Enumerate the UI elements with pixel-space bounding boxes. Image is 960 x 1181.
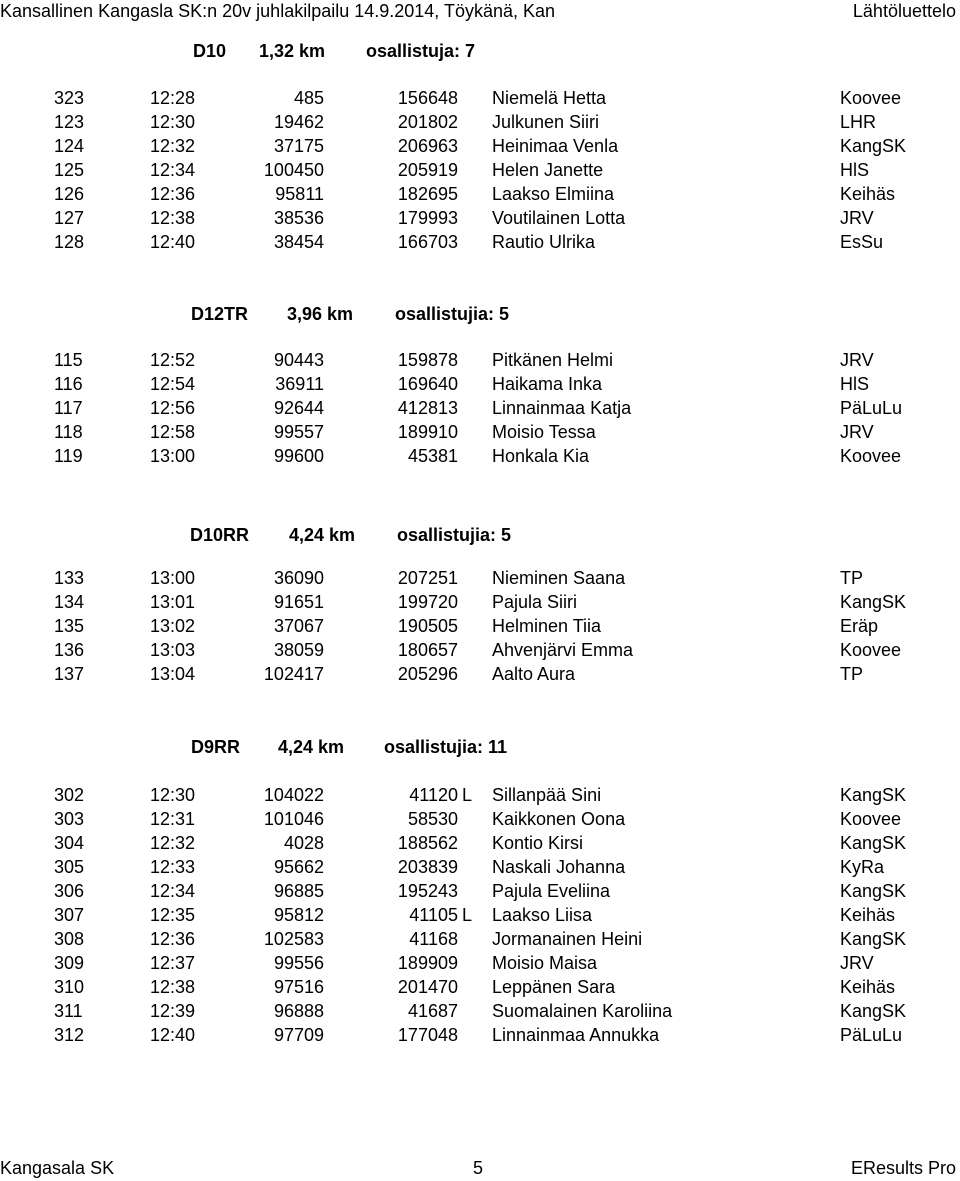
bib-number: 308 bbox=[54, 929, 85, 949]
club-name: KangSK bbox=[840, 1001, 907, 1021]
license-number: 205919 bbox=[397, 160, 458, 180]
license-number: 182695 bbox=[397, 184, 458, 204]
emit-card-number: 4028 bbox=[283, 833, 324, 853]
license-number: 201802 bbox=[397, 112, 458, 132]
start-time: 12:38 bbox=[150, 977, 196, 997]
bib-number: 128 bbox=[54, 232, 85, 252]
license-number: 169640 bbox=[397, 374, 458, 394]
license-number: 179993 bbox=[397, 208, 458, 228]
table-row bbox=[0, 182, 960, 206]
table-row bbox=[0, 807, 960, 831]
bib-number: 124 bbox=[54, 136, 85, 156]
license-number: 41168 bbox=[409, 929, 458, 949]
emit-card-number: 36090 bbox=[273, 568, 324, 588]
license-number: 45381 bbox=[407, 446, 458, 466]
competitor-name: Aalto Aura bbox=[492, 664, 576, 684]
license-number: 188562 bbox=[397, 833, 458, 853]
table-row bbox=[0, 614, 960, 638]
club-name: KyRa bbox=[840, 857, 885, 877]
competitor-name: Julkunen Siiri bbox=[492, 112, 600, 132]
page-header-doc-type: Lähtöluettelo bbox=[852, 1, 956, 21]
emit-card-number: 38059 bbox=[273, 640, 324, 660]
competitor-name: Voutilainen Lotta bbox=[492, 208, 626, 228]
bib-number: 137 bbox=[54, 664, 85, 684]
emit-card-number: 95811 bbox=[275, 184, 324, 204]
class-name: D10 bbox=[193, 41, 227, 61]
license-number: 58530 bbox=[407, 809, 458, 829]
competitor-name: Moisio Tessa bbox=[492, 422, 596, 442]
start-time: 13:02 bbox=[150, 616, 196, 636]
start-time: 12:36 bbox=[150, 929, 196, 949]
license-number: 195243 bbox=[397, 881, 458, 901]
table-row bbox=[0, 396, 960, 420]
emit-card-number: 91651 bbox=[273, 592, 324, 612]
emit-card-number: 38536 bbox=[273, 208, 324, 228]
bib-number: 306 bbox=[54, 881, 85, 901]
course-distance: 3,96 km bbox=[287, 304, 354, 324]
participant-count: osallistujia: 5 bbox=[395, 304, 510, 324]
competitor-name: Pajula Siiri bbox=[492, 592, 578, 612]
club-name: KangSK bbox=[840, 929, 907, 949]
club-name: Koovee bbox=[840, 88, 902, 108]
table-row bbox=[0, 831, 960, 855]
start-time: 12:34 bbox=[150, 881, 196, 901]
bib-number: 123 bbox=[54, 112, 85, 132]
start-time: 12:40 bbox=[150, 232, 196, 252]
emit-card-number: 19462 bbox=[273, 112, 324, 132]
club-name: JRV bbox=[840, 953, 874, 973]
license-number: 206963 bbox=[397, 136, 458, 156]
bib-number: 127 bbox=[54, 208, 85, 228]
start-time: 12:37 bbox=[150, 953, 196, 973]
club-name: KangSK bbox=[840, 881, 907, 901]
competitor-name: Pitkänen Helmi bbox=[492, 350, 614, 370]
table-row bbox=[0, 879, 960, 903]
bib-number: 133 bbox=[54, 568, 85, 588]
table-row bbox=[0, 783, 960, 807]
start-time: 12:30 bbox=[150, 785, 196, 805]
table-row bbox=[0, 638, 960, 662]
competitor-name: Rautio Ulrika bbox=[492, 232, 596, 252]
start-time: 12:39 bbox=[150, 1001, 196, 1021]
table-row bbox=[0, 134, 960, 158]
course-distance: 4,24 km bbox=[278, 737, 345, 757]
table-row bbox=[0, 372, 960, 396]
table-row bbox=[0, 951, 960, 975]
start-time: 13:03 bbox=[150, 640, 196, 660]
table-row bbox=[0, 662, 960, 686]
bib-number: 323 bbox=[54, 88, 85, 108]
start-time: 12:33 bbox=[150, 857, 196, 877]
participant-count: osallistujia: 5 bbox=[397, 525, 512, 545]
start-time: 13:04 bbox=[150, 664, 196, 684]
club-name: JRV bbox=[840, 422, 874, 442]
club-name: KangSK bbox=[840, 833, 907, 853]
emit-card-number: 99556 bbox=[273, 953, 324, 973]
competitor-name: Linnainmaa Katja bbox=[492, 398, 632, 418]
table-row bbox=[0, 420, 960, 444]
competitor-name: Naskali Johanna bbox=[492, 857, 626, 877]
start-time: 12:40 bbox=[150, 1025, 196, 1045]
license-number: 205296 bbox=[397, 664, 458, 684]
bib-number: 134 bbox=[54, 592, 85, 612]
club-name: Koovee bbox=[840, 640, 902, 660]
start-time: 12:32 bbox=[150, 833, 196, 853]
start-time: 12:54 bbox=[150, 374, 196, 394]
competitor-name: Nieminen Saana bbox=[492, 568, 626, 588]
bib-number: 135 bbox=[54, 616, 85, 636]
bib-number: 119 bbox=[54, 446, 83, 466]
bib-number: 310 bbox=[54, 977, 85, 997]
competitor-name: Moisio Maisa bbox=[492, 953, 598, 973]
start-time: 12:30 bbox=[150, 112, 196, 132]
competitor-name: Niemelä Hetta bbox=[492, 88, 607, 108]
club-name: TP bbox=[840, 568, 864, 588]
club-name: PäLuLu bbox=[840, 398, 903, 418]
bib-number: 115 bbox=[54, 350, 83, 370]
emit-card-number: 99557 bbox=[273, 422, 324, 442]
license-number: 41105 bbox=[409, 905, 458, 925]
start-time: 12:52 bbox=[150, 350, 196, 370]
emit-card-number: 102417 bbox=[263, 664, 324, 684]
club-name: PäLuLu bbox=[840, 1025, 903, 1045]
club-name: JRV bbox=[840, 208, 874, 228]
club-name: KangSK bbox=[840, 592, 907, 612]
bib-number: 305 bbox=[54, 857, 85, 877]
club-name: Eräp bbox=[840, 616, 879, 636]
club-name: EsSu bbox=[840, 232, 884, 252]
table-row bbox=[0, 230, 960, 254]
competitor-name: Ahvenjärvi Emma bbox=[492, 640, 634, 660]
participant-count: osallistuja: 7 bbox=[366, 41, 476, 61]
start-time: 13:01 bbox=[150, 592, 196, 612]
bib-number: 307 bbox=[54, 905, 85, 925]
license-number: 189910 bbox=[397, 422, 458, 442]
emit-card-number: 92644 bbox=[273, 398, 324, 418]
emit-card-number: 38454 bbox=[273, 232, 324, 252]
table-row bbox=[0, 566, 960, 590]
club-name: TP bbox=[840, 664, 864, 684]
club-name: HlS bbox=[840, 374, 870, 394]
competitor-name: Helen Janette bbox=[492, 160, 604, 180]
competitor-name: Suomalainen Karoliina bbox=[492, 1001, 673, 1021]
table-row bbox=[0, 975, 960, 999]
emit-card-number: 95812 bbox=[273, 905, 324, 925]
license-number: 190505 bbox=[397, 616, 458, 636]
license-number: 177048 bbox=[397, 1025, 458, 1045]
emit-card-number: 104022 bbox=[263, 785, 324, 805]
license-number: 412813 bbox=[397, 398, 458, 418]
start-time: 12:34 bbox=[150, 160, 196, 180]
bib-number: 309 bbox=[54, 953, 85, 973]
competitor-name: Laakso Elmiina bbox=[492, 184, 615, 204]
start-time: 12:32 bbox=[150, 136, 196, 156]
start-time: 12:28 bbox=[150, 88, 196, 108]
class-name: D9RR bbox=[191, 737, 241, 757]
competitor-name: Jormanainen Heini bbox=[492, 929, 643, 949]
start-time: 12:38 bbox=[150, 208, 196, 228]
table-row bbox=[0, 348, 960, 372]
competitor-name: Laakso Liisa bbox=[492, 905, 593, 925]
emit-card-number: 96885 bbox=[273, 881, 324, 901]
license-number: 180657 bbox=[397, 640, 458, 660]
club-name: HlS bbox=[840, 160, 870, 180]
footer-software: EResults Pro bbox=[850, 1158, 956, 1178]
competitor-name: Kontio Kirsi bbox=[492, 833, 584, 853]
start-time: 12:31 bbox=[150, 809, 196, 829]
competitor-name: Kaikkonen Oona bbox=[492, 809, 626, 829]
competitor-name: Heinimaa Venla bbox=[492, 136, 619, 156]
start-time: 12:58 bbox=[150, 422, 196, 442]
bib-number: 303 bbox=[54, 809, 85, 829]
bib-number: 304 bbox=[54, 833, 85, 853]
competitor-name: Sillanpää Sini bbox=[492, 785, 602, 805]
table-row bbox=[0, 110, 960, 134]
table-row bbox=[0, 1023, 960, 1047]
license-number: 159878 bbox=[397, 350, 458, 370]
rental-card-flag: L bbox=[462, 785, 473, 805]
bib-number: 125 bbox=[54, 160, 85, 180]
emit-card-number: 101046 bbox=[263, 809, 324, 829]
license-number: 156648 bbox=[397, 88, 458, 108]
club-name: Koovee bbox=[840, 809, 902, 829]
bib-number: 117 bbox=[54, 398, 83, 418]
license-number: 201470 bbox=[397, 977, 458, 997]
page-number: 5 bbox=[473, 1158, 484, 1178]
bib-number: 118 bbox=[54, 422, 83, 442]
license-number: 189909 bbox=[397, 953, 458, 973]
bib-number: 312 bbox=[54, 1025, 85, 1045]
table-row bbox=[0, 999, 960, 1023]
emit-card-number: 485 bbox=[293, 88, 324, 108]
club-name: KangSK bbox=[840, 785, 907, 805]
emit-card-number: 90443 bbox=[273, 350, 324, 370]
emit-card-number: 37175 bbox=[273, 136, 324, 156]
emit-card-number: 96888 bbox=[273, 1001, 324, 1021]
start-time: 13:00 bbox=[150, 446, 196, 466]
emit-card-number: 97709 bbox=[273, 1025, 324, 1045]
competitor-name: Honkala Kia bbox=[492, 446, 590, 466]
competitor-name: Leppänen Sara bbox=[492, 977, 616, 997]
club-name: JRV bbox=[840, 350, 874, 370]
table-row bbox=[0, 158, 960, 182]
club-name: Keihäs bbox=[840, 184, 896, 204]
competitor-name: Pajula Eveliina bbox=[492, 881, 611, 901]
emit-card-number: 99600 bbox=[273, 446, 324, 466]
table-row bbox=[0, 855, 960, 879]
competitor-name: Linnainmaa Annukka bbox=[492, 1025, 660, 1045]
club-name: LHR bbox=[840, 112, 877, 132]
course-distance: 4,24 km bbox=[289, 525, 356, 545]
bib-number: 136 bbox=[54, 640, 85, 660]
class-name: D12TR bbox=[191, 304, 249, 324]
license-number: 203839 bbox=[397, 857, 458, 877]
bib-number: 126 bbox=[54, 184, 85, 204]
start-time: 12:35 bbox=[150, 905, 196, 925]
rental-card-flag: L bbox=[462, 905, 473, 925]
license-number: 166703 bbox=[397, 232, 458, 252]
license-number: 41120 bbox=[409, 785, 458, 805]
start-time: 13:00 bbox=[150, 568, 196, 588]
table-row bbox=[0, 927, 960, 951]
table-row bbox=[0, 86, 960, 110]
emit-card-number: 37067 bbox=[273, 616, 324, 636]
table-row bbox=[0, 590, 960, 614]
license-number: 207251 bbox=[397, 568, 458, 588]
bib-number: 302 bbox=[54, 785, 85, 805]
club-name: Keihäs bbox=[840, 905, 896, 925]
emit-card-number: 102583 bbox=[263, 929, 324, 949]
competitor-name: Haikama Inka bbox=[492, 374, 603, 394]
table-row bbox=[0, 444, 960, 468]
club-name: Koovee bbox=[840, 446, 902, 466]
club-name: KangSK bbox=[840, 136, 907, 156]
footer-organizer: Kangasala SK bbox=[0, 1158, 115, 1178]
page-header-title: Kansallinen Kangasla SK:n 20v juhlakilpailu 14.9.2014, Töykänä, Kan bbox=[0, 1, 556, 21]
start-time: 12:56 bbox=[150, 398, 196, 418]
bib-number: 116 bbox=[54, 374, 83, 394]
emit-card-number: 97516 bbox=[273, 977, 324, 997]
class-name: D10RR bbox=[190, 525, 250, 545]
start-time: 12:36 bbox=[150, 184, 196, 204]
emit-card-number: 100450 bbox=[263, 160, 324, 180]
emit-card-number: 95662 bbox=[273, 857, 324, 877]
participant-count: osallistujia: 11 bbox=[384, 737, 508, 757]
bib-number: 311 bbox=[54, 1001, 83, 1021]
emit-card-number: 36911 bbox=[275, 374, 324, 394]
table-row bbox=[0, 903, 960, 927]
course-distance: 1,32 km bbox=[259, 41, 326, 61]
license-number: 41687 bbox=[407, 1001, 458, 1021]
table-row bbox=[0, 206, 960, 230]
license-number: 199720 bbox=[397, 592, 458, 612]
club-name: Keihäs bbox=[840, 977, 896, 997]
competitor-name: Helminen Tiia bbox=[492, 616, 602, 636]
